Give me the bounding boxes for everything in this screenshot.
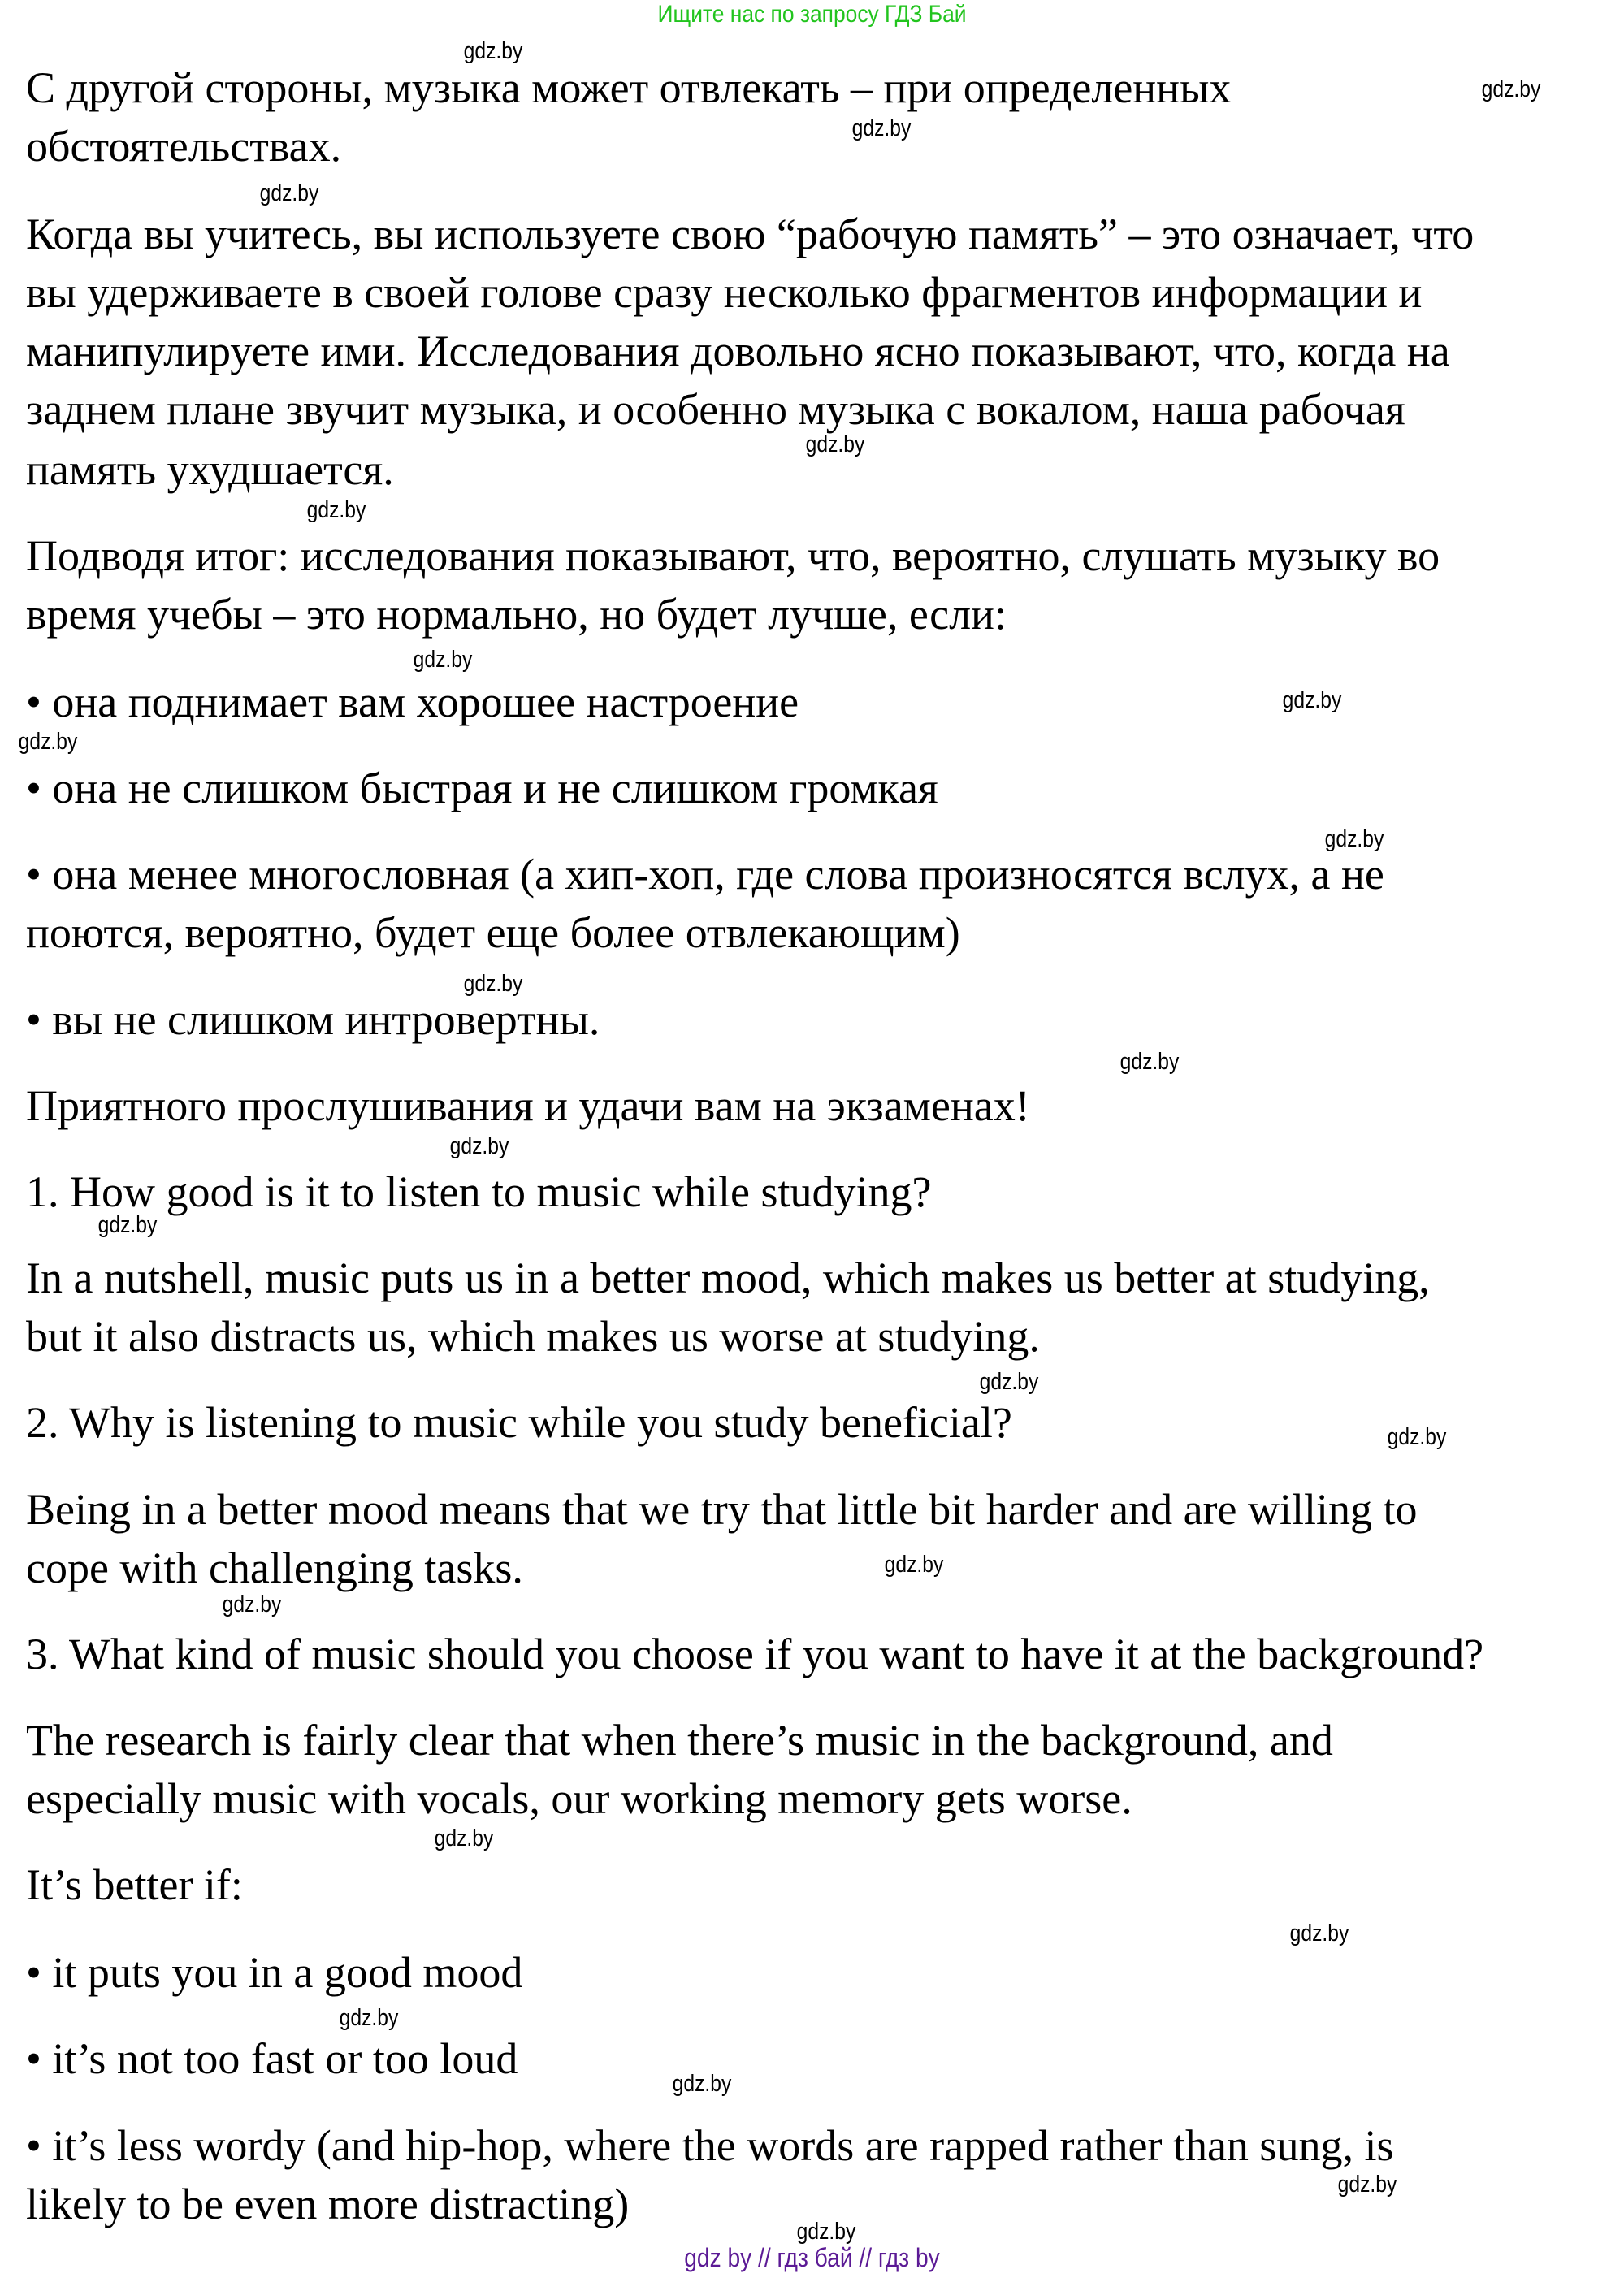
paragraph-3-line-0: • она поднимает вам хорошее настроение bbox=[26, 678, 799, 726]
paragraph-1-line-1: вы удерживаете в своей голове сразу несколько фрагментов информации и bbox=[26, 268, 1423, 317]
paragraph-6-line-0: • вы не слишком интровертны. bbox=[26, 995, 600, 1044]
paragraph-0-line-1: обстоятельствах. bbox=[26, 122, 342, 171]
paragraph-17-line-1: likely to be even more distracting) bbox=[26, 2180, 630, 2228]
watermark-text: gdz.by bbox=[1282, 687, 1342, 713]
paragraph-14-line-0: It’s better if: bbox=[26, 1860, 243, 1909]
paragraph-2-line-1: время учебы – это нормально, но будет лучше, если: bbox=[26, 590, 1007, 639]
paragraph-9-line-1: but it also distracts us, which makes us worse at studying. bbox=[26, 1312, 1040, 1361]
watermark-text: gdz.by bbox=[97, 1212, 158, 1238]
watermark-text: gdz.by bbox=[979, 1369, 1039, 1395]
watermark-text: gdz.by bbox=[1119, 1049, 1180, 1075]
watermark-text: gdz.by bbox=[1481, 76, 1541, 102]
paragraph-13-line-1: especially music with vocals, our working memory gets worse. bbox=[26, 1774, 1132, 1823]
watermark-text: gdz.by bbox=[259, 180, 319, 206]
paragraph-1-line-3: заднем плане звучит музыка, и особенно музыка с вокалом, наша рабочая bbox=[26, 385, 1405, 434]
paragraph-8-line-0: 1. How good is it to listen to music while studying? bbox=[26, 1167, 932, 1216]
watermark-text: gdz.by bbox=[884, 1552, 944, 1578]
paragraph-9-line-0: In a nutshell, music puts us in a better mood, which makes us better at studying, bbox=[26, 1254, 1430, 1302]
watermark-text: gdz.by bbox=[449, 1133, 509, 1159]
watermark-text: gdz.by bbox=[1324, 826, 1384, 852]
paragraph-5-line-0: • она менее многословная (а хип-хоп, где слова произносятся вслух, а не bbox=[26, 850, 1384, 899]
watermark-text: gdz.by bbox=[1387, 1424, 1447, 1450]
paragraph-17-line-0: • it’s less wordy (and hip-hop, where the words are rapped rather than sung, is bbox=[26, 2121, 1394, 2170]
paragraph-11-line-0: Being in a better mood means that we try that little bit harder and are willing to bbox=[26, 1485, 1418, 1534]
watermark-text: gdz.by bbox=[413, 647, 473, 673]
watermark-text: gdz.by bbox=[1337, 2172, 1397, 2198]
paragraph-13-line-0: The research is fairly clear that when there’s music in the background, and bbox=[26, 1716, 1333, 1765]
paragraph-16-line-0: • it’s not too fast or too loud bbox=[26, 2034, 518, 2083]
watermark-text: gdz.by bbox=[18, 729, 78, 755]
paragraph-0-line-0: С другой стороны, музыка может отвлекать – при определенных bbox=[26, 63, 1232, 112]
paragraph-10-line-0: 2. Why is listening to music while you study beneficial? bbox=[26, 1398, 1012, 1447]
watermark-text: gdz.by bbox=[306, 497, 366, 523]
watermark-text: gdz.by bbox=[434, 1825, 494, 1851]
watermark-text: gdz.by bbox=[672, 2071, 732, 2097]
paragraph-11-line-1: cope with challenging tasks. bbox=[26, 1544, 523, 1592]
paragraph-1-line-2: манипулируете ими. Исследования довольно ясно показывают, что, когда на bbox=[26, 327, 1450, 375]
watermark-text: gdz.by bbox=[339, 2005, 399, 2031]
paragraph-5-line-1: поются, вероятно, будет еще более отвлекающим) bbox=[26, 908, 960, 957]
paragraph-1-line-0: Когда вы учитесь, вы используете свою “рабочую память” – это означает, что bbox=[26, 210, 1475, 258]
watermark-text: gdz.by bbox=[796, 2219, 856, 2245]
promo-banner: Ищите нас по запросу ГДЗ Бай bbox=[657, 1, 967, 28]
paragraph-1-line-4: память ухудшается. bbox=[26, 445, 394, 494]
paragraph-4-line-0: • она не слишком быстрая и не слишком громкая bbox=[26, 764, 938, 812]
paragraph-15-line-0: • it puts you in a good mood bbox=[26, 1948, 523, 1997]
paragraph-12-line-0: 3. What kind of music should you choose if you want to have it at the background? bbox=[26, 1630, 1484, 1678]
watermark-text: gdz.by bbox=[463, 971, 523, 997]
watermark-text: gdz.by bbox=[222, 1591, 282, 1617]
watermark-text: gdz.by bbox=[463, 38, 523, 64]
watermark-text: gdz.by bbox=[1289, 1920, 1349, 1946]
paragraph-7-line-0: Приятного прослушивания и удачи вам на экзаменах! bbox=[26, 1081, 1030, 1130]
watermark-text: gdz.by bbox=[851, 115, 912, 141]
watermark-text: gdz.by bbox=[805, 431, 865, 457]
paragraph-2-line-0: Подводя итог: исследования показывают, что, вероятно, слушать музыку во bbox=[26, 531, 1440, 580]
footer-links[interactable]: gdz by // гдз бай // гдз by bbox=[684, 2243, 940, 2272]
